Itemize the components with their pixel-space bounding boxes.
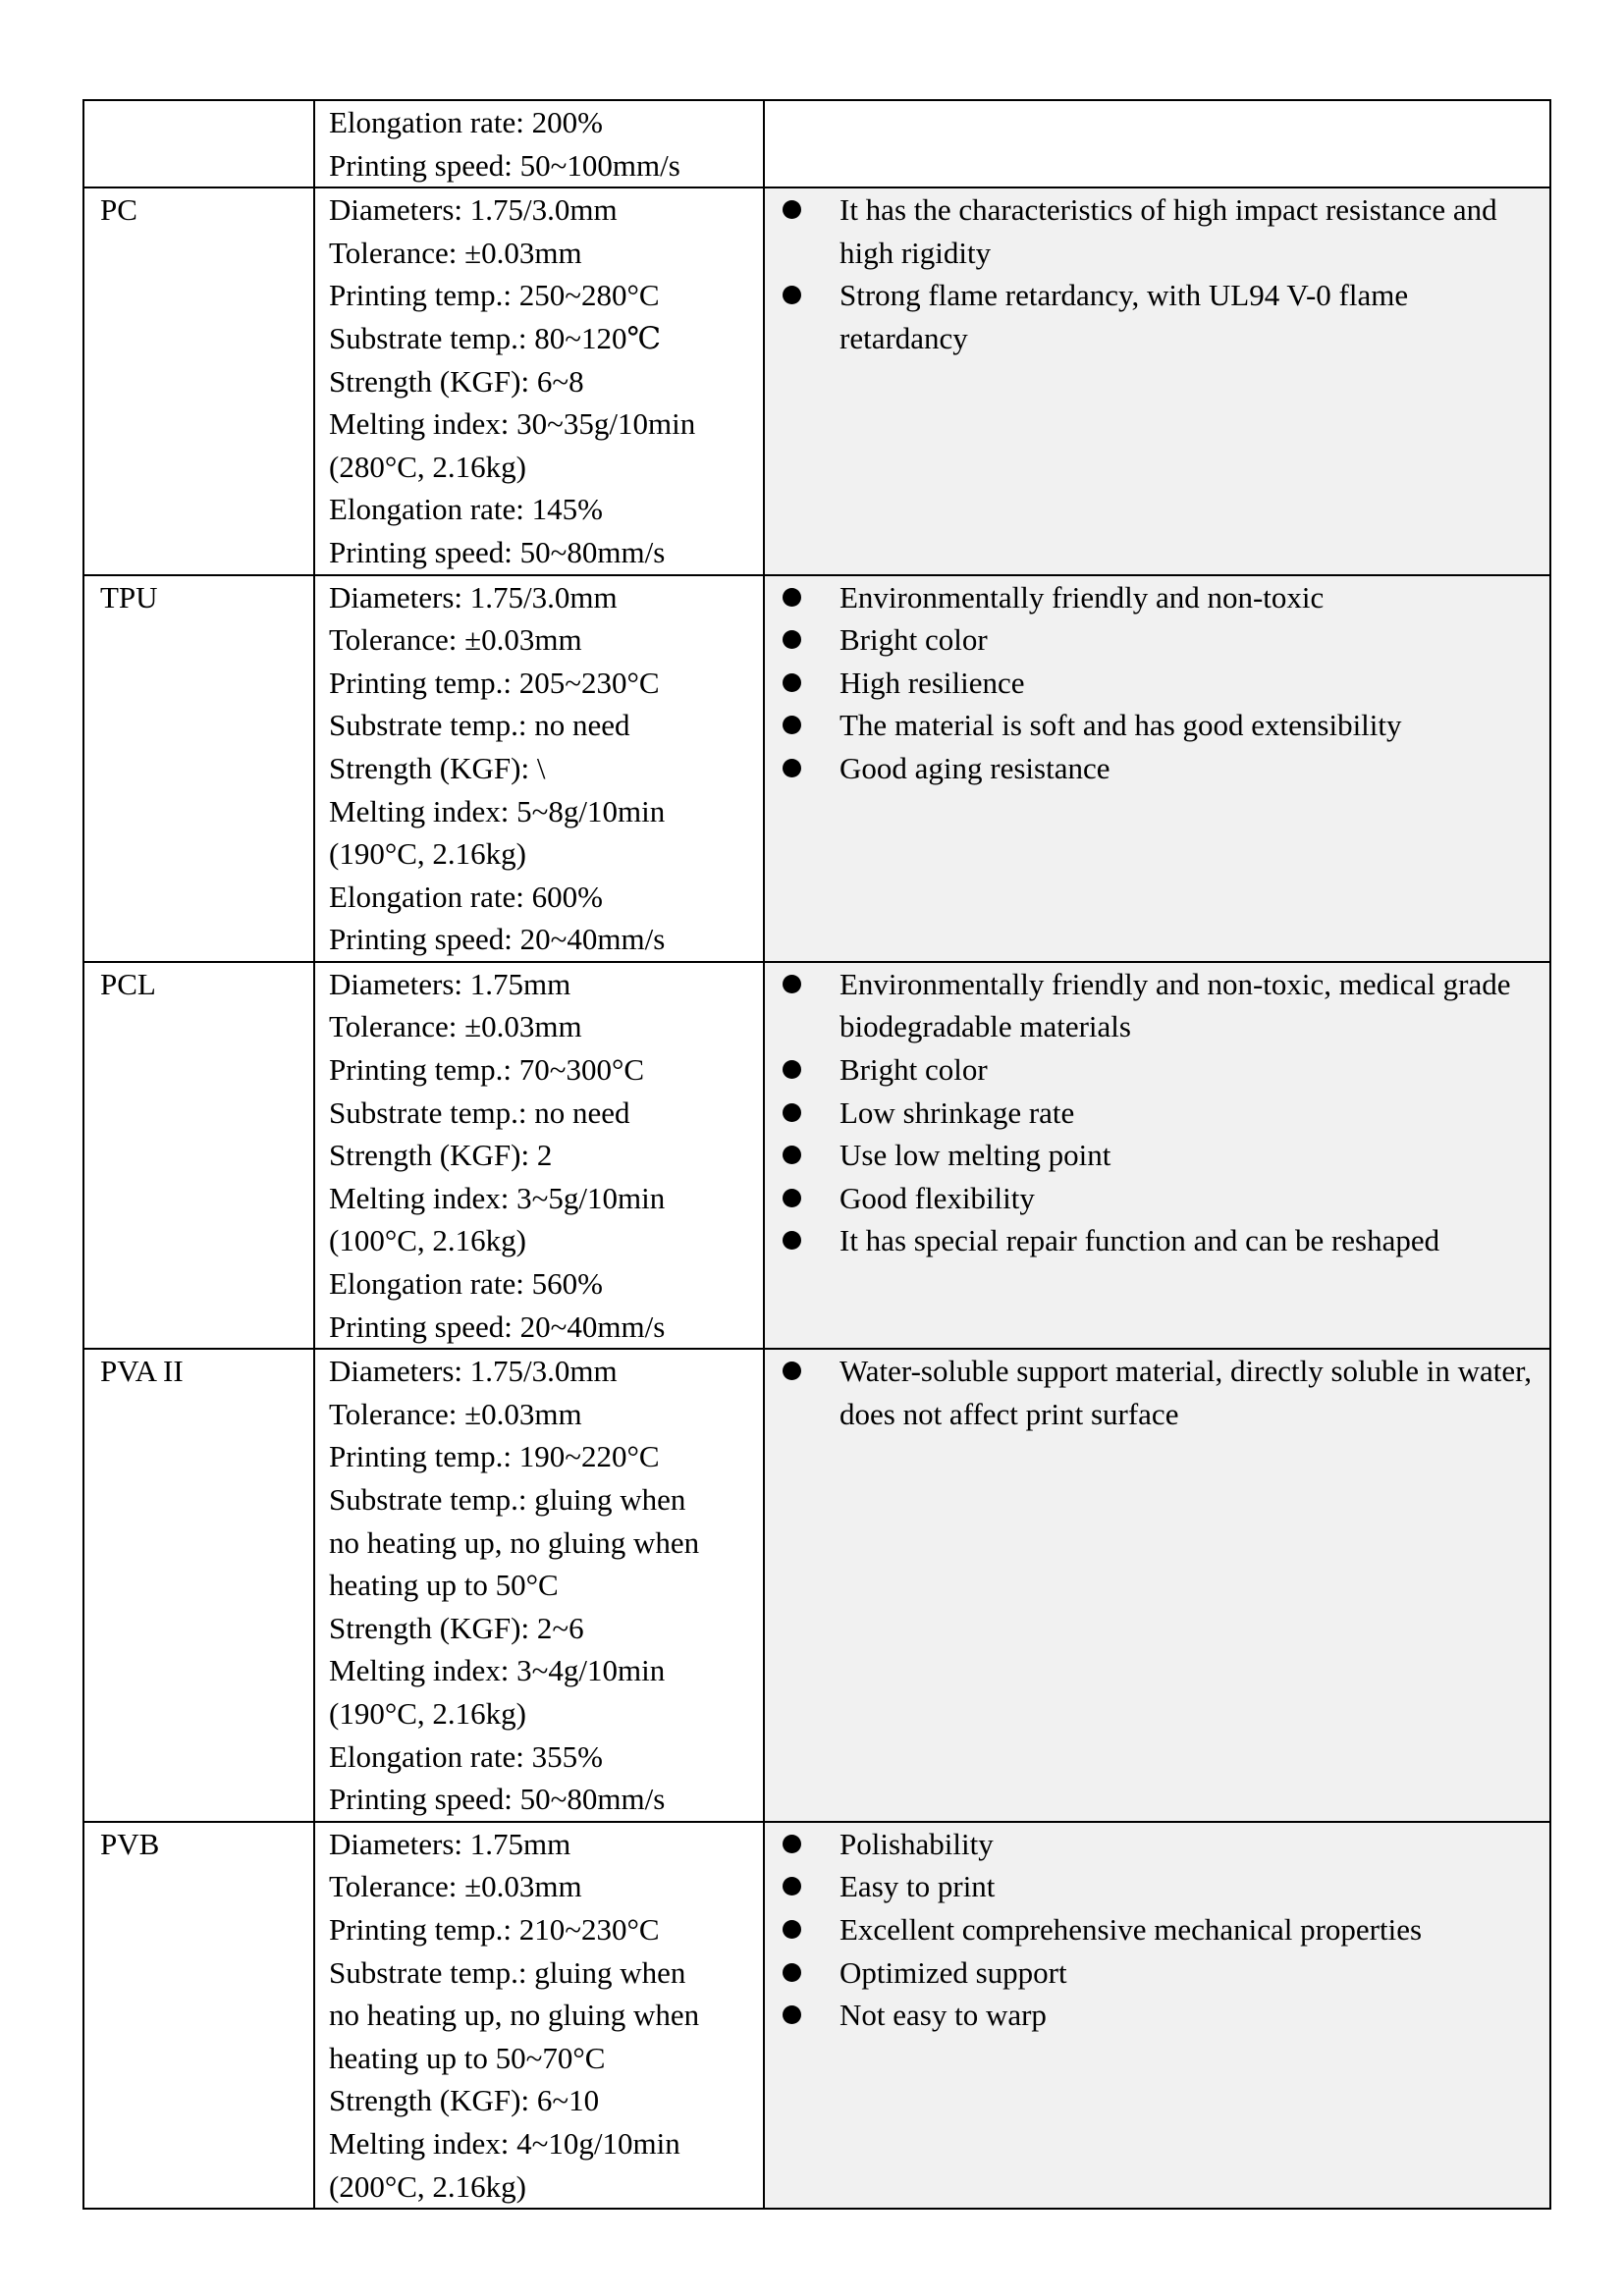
material-name: PVB bbox=[100, 1826, 160, 1861]
spec-line: Printing speed: 20~40mm/s bbox=[329, 922, 666, 957]
feature-text: Water-soluble support material, directly soluble in water, does not affect print surface bbox=[839, 1354, 1532, 1431]
material-specs-cell bbox=[314, 100, 764, 187]
materials-table-body bbox=[83, 100, 1550, 2209]
feature-text: It has special repair function and can be reshaped bbox=[839, 1223, 1440, 1258]
material-specs-cell bbox=[314, 187, 764, 574]
feature-item bbox=[783, 662, 1536, 705]
feature-list bbox=[783, 963, 1536, 1262]
feature-list bbox=[783, 576, 1536, 790]
feature-text: Environmentally friendly and non-toxic bbox=[839, 579, 1325, 614]
spec-line: Strength (KGF): 2 bbox=[329, 1138, 553, 1173]
spec-line: Tolerance: ±0.03mm bbox=[329, 622, 582, 658]
feature-item bbox=[783, 1350, 1536, 1435]
feature-text: High resilience bbox=[839, 665, 1025, 700]
spec-line: (100°C, 2.16kg) bbox=[329, 1223, 526, 1258]
spec-line: Melting index: 30~35g/10min bbox=[329, 406, 696, 442]
spec-line: Substrate temp.: no need bbox=[329, 1095, 630, 1130]
spec-line: Melting index: 5~8g/10min bbox=[329, 793, 666, 828]
table-row bbox=[83, 187, 1550, 574]
materials-table bbox=[82, 99, 1551, 2210]
spec-line: Substrate temp.: gluing when bbox=[329, 1482, 686, 1517]
spec-line: (190°C, 2.16kg) bbox=[329, 836, 526, 872]
spec-line: Elongation rate: 200% bbox=[329, 105, 603, 139]
material-name: PVA II bbox=[100, 1354, 184, 1389]
feature-item bbox=[783, 1823, 1536, 1866]
feature-item bbox=[783, 1951, 1536, 1995]
bullet-icon bbox=[783, 1103, 801, 1122]
bullet-icon bbox=[783, 1146, 801, 1164]
material-features-cell bbox=[764, 100, 1550, 187]
spec-line: (280°C, 2.16kg) bbox=[329, 449, 526, 484]
bullet-icon bbox=[783, 1060, 801, 1079]
bullet-icon bbox=[783, 200, 801, 219]
material-features-cell bbox=[764, 187, 1550, 574]
feature-text: Environmentally friendly and non-toxic, medical grade biodegradable materials bbox=[839, 966, 1511, 1044]
feature-text: Low shrinkage rate bbox=[839, 1095, 1075, 1130]
feature-item bbox=[783, 747, 1536, 790]
feature-item bbox=[783, 963, 1536, 1048]
spec-line: heating up to 50°C bbox=[329, 1568, 559, 1603]
feature-text: Good aging resistance bbox=[839, 750, 1110, 785]
bullet-icon bbox=[783, 673, 801, 692]
feature-list bbox=[783, 188, 1536, 359]
spec-line: Tolerance: ±0.03mm bbox=[329, 1396, 582, 1431]
material-name-cell bbox=[83, 575, 314, 962]
material-features-cell bbox=[764, 1349, 1550, 1822]
table-row bbox=[83, 575, 1550, 962]
table-row bbox=[83, 100, 1550, 187]
spec-line: Printing temp.: 205~230°C bbox=[329, 665, 660, 700]
spec-line: Strength (KGF): 2~6 bbox=[329, 1610, 584, 1645]
feature-text: Good flexibility bbox=[839, 1180, 1035, 1215]
spec-line: Printing speed: 50~80mm/s bbox=[329, 534, 666, 569]
feature-text: Excellent comprehensive mechanical properties bbox=[839, 1911, 1423, 1947]
bullet-icon bbox=[783, 1963, 801, 1982]
feature-item bbox=[783, 1048, 1536, 1092]
feature-text: It has the characteristics of high impact resistance and high rigidity bbox=[839, 192, 1497, 270]
bullet-icon bbox=[783, 975, 801, 993]
material-name: PC bbox=[100, 192, 137, 228]
bullet-icon bbox=[783, 1877, 801, 1896]
bullet-icon bbox=[783, 588, 801, 607]
spec-line: (200°C, 2.16kg) bbox=[329, 2168, 526, 2204]
spec-line: heating up to 50~70°C bbox=[329, 2040, 606, 2075]
feature-item bbox=[783, 1865, 1536, 1908]
feature-text: Bright color bbox=[839, 622, 988, 658]
spec-line: Diameters: 1.75/3.0mm bbox=[329, 579, 618, 614]
spec-line: Melting index: 3~4g/10min bbox=[329, 1653, 666, 1688]
spec-line: (190°C, 2.16kg) bbox=[329, 1695, 526, 1731]
material-features-cell bbox=[764, 962, 1550, 1349]
material-name-cell bbox=[83, 962, 314, 1349]
feature-list bbox=[783, 1823, 1536, 2037]
bullet-icon bbox=[783, 630, 801, 649]
feature-item bbox=[783, 1177, 1536, 1220]
bullet-icon bbox=[783, 716, 801, 734]
spec-line: Printing speed: 50~80mm/s bbox=[329, 1782, 666, 1817]
spec-line: Tolerance: ±0.03mm bbox=[329, 1869, 582, 1904]
spec-line: Melting index: 3~5g/10min bbox=[329, 1180, 666, 1215]
spec-line: Printing temp.: 70~300°C bbox=[329, 1052, 645, 1088]
feature-item bbox=[783, 618, 1536, 662]
spec-line: Printing temp.: 190~220°C bbox=[329, 1439, 660, 1474]
feature-item bbox=[783, 1134, 1536, 1177]
bullet-icon bbox=[783, 1835, 801, 1853]
spec-line: Strength (KGF): 6~10 bbox=[329, 2083, 600, 2118]
spec-line: Substrate temp.: 80~120℃ bbox=[329, 320, 662, 355]
material-specs-cell bbox=[314, 1822, 764, 2209]
bullet-icon bbox=[783, 286, 801, 304]
bullet-icon bbox=[783, 1189, 801, 1207]
bullet-icon bbox=[783, 1362, 801, 1380]
feature-list bbox=[783, 1350, 1536, 1435]
spec-line: Strength (KGF): 6~8 bbox=[329, 363, 584, 399]
bullet-icon bbox=[783, 1920, 801, 1939]
table-row bbox=[83, 1822, 1550, 2209]
feature-text: Easy to print bbox=[839, 1869, 996, 1904]
spec-line: Tolerance: ±0.03mm bbox=[329, 235, 582, 270]
spec-line: Printing speed: 50~100mm/s bbox=[329, 147, 680, 183]
material-specs-cell bbox=[314, 575, 764, 962]
feature-item bbox=[783, 1994, 1536, 2037]
feature-text: Bright color bbox=[839, 1052, 988, 1088]
material-name-cell bbox=[83, 187, 314, 574]
feature-item bbox=[783, 576, 1536, 619]
feature-item bbox=[783, 188, 1536, 274]
spec-line: no heating up, no gluing when bbox=[329, 1524, 700, 1560]
feature-text: Not easy to warp bbox=[839, 1998, 1047, 2033]
table-row bbox=[83, 962, 1550, 1349]
spec-line: Diameters: 1.75/3.0mm bbox=[329, 192, 618, 228]
material-name: TPU bbox=[100, 579, 158, 614]
spec-line: Elongation rate: 600% bbox=[329, 879, 603, 914]
feature-item bbox=[783, 1219, 1536, 1262]
feature-item bbox=[783, 1092, 1536, 1135]
spec-line: Diameters: 1.75mm bbox=[329, 1826, 571, 1861]
material-features-cell bbox=[764, 1822, 1550, 2209]
spec-line: Printing temp.: 210~230°C bbox=[329, 1911, 660, 1947]
spec-line: Elongation rate: 145% bbox=[329, 492, 603, 527]
bullet-icon bbox=[783, 759, 801, 777]
spec-line: Substrate temp.: gluing when bbox=[329, 1954, 686, 1990]
spec-line: Elongation rate: 355% bbox=[329, 1738, 603, 1774]
feature-item bbox=[783, 1908, 1536, 1951]
feature-text: Polishability bbox=[839, 1826, 994, 1861]
spec-line: Diameters: 1.75/3.0mm bbox=[329, 1354, 618, 1389]
spec-line: Tolerance: ±0.03mm bbox=[329, 1009, 582, 1044]
spec-line: Printing speed: 20~40mm/s bbox=[329, 1308, 666, 1344]
spec-line: Elongation rate: 560% bbox=[329, 1266, 603, 1302]
material-name-cell bbox=[83, 100, 314, 187]
spec-line: Melting index: 4~10g/10min bbox=[329, 2125, 680, 2161]
feature-text: The material is soft and has good extensibility bbox=[839, 708, 1402, 743]
bullet-icon bbox=[783, 2005, 801, 2024]
spec-line: no heating up, no gluing when bbox=[329, 1998, 700, 2033]
feature-text: Strong flame retardancy, with UL94 V-0 flame retardancy bbox=[839, 278, 1409, 355]
material-features-cell bbox=[764, 575, 1550, 962]
spec-line: Diameters: 1.75mm bbox=[329, 966, 571, 1001]
feature-text: Optimized support bbox=[839, 1954, 1067, 1990]
material-specs-cell bbox=[314, 1349, 764, 1822]
spec-line: Printing temp.: 250~280°C bbox=[329, 278, 660, 313]
material-name-cell bbox=[83, 1822, 314, 2209]
feature-text: Use low melting point bbox=[839, 1138, 1111, 1173]
bullet-icon bbox=[783, 1231, 801, 1250]
spec-line: Substrate temp.: no need bbox=[329, 708, 630, 743]
material-name-cell bbox=[83, 1349, 314, 1822]
feature-item bbox=[783, 704, 1536, 747]
spec-line: Strength (KGF): \ bbox=[329, 750, 546, 785]
material-specs-cell bbox=[314, 962, 764, 1349]
feature-item bbox=[783, 274, 1536, 359]
material-name: PCL bbox=[100, 966, 156, 1001]
table-row bbox=[83, 1349, 1550, 1822]
